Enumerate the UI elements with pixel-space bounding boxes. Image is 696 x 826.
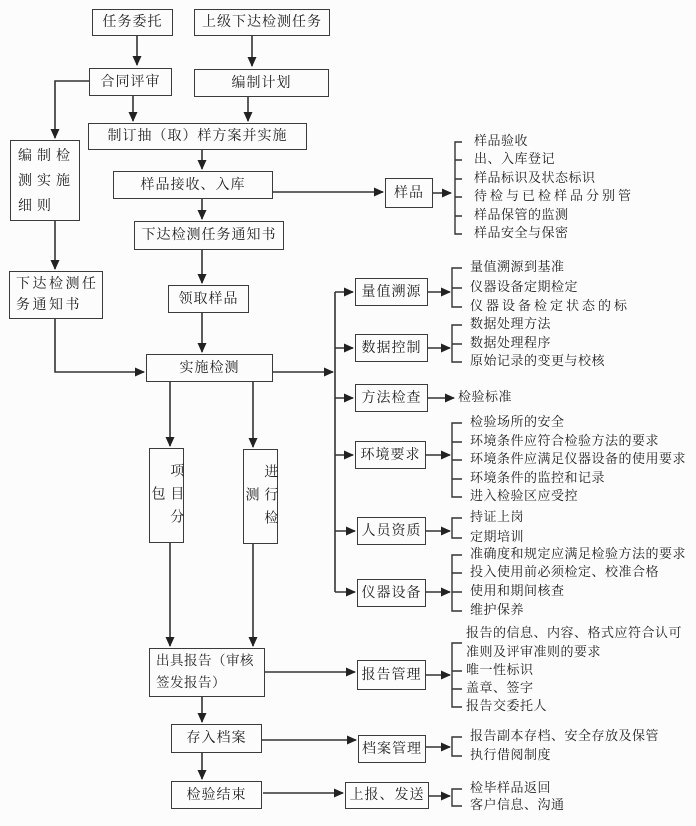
leaf-item: 执行借阅制度: [470, 748, 552, 763]
node-project-subcontracting: 项目分包: [149, 448, 184, 543]
node-instrument-equipment: 仪器设备: [357, 579, 426, 607]
leaf-item: 报告的信息、内容、格式应符合认可准则及评审准则的要求: [466, 626, 683, 660]
leaf-item: 待检与已检样品分别管: [474, 189, 635, 204]
node-sample: 样品: [385, 178, 433, 208]
leaf-item: 定期培训: [470, 530, 525, 545]
leaf-item: 数据处理程序: [470, 336, 552, 351]
leaf-item: 使用和期间核查: [470, 584, 565, 599]
leaf-item: 客户信息、沟通: [470, 798, 565, 813]
node-implement-testing: 实施检测: [146, 354, 273, 382]
leaf-item: 持证上岗: [470, 510, 525, 525]
node-conduct-testing: 进行检测: [243, 449, 278, 544]
leaf-item: 环境条件的监控和记录: [470, 471, 606, 486]
node-issue-report: 出具报告（审核签发报告）: [149, 648, 265, 697]
leaf-item: 样品验收: [474, 134, 529, 149]
leaf-item: 环境条件应符合检验方法的要求: [470, 434, 660, 449]
leaf-item: 仪器设备检定状态的标: [470, 299, 631, 314]
leaf-item: 样品安全与保密: [474, 226, 569, 241]
leaf-item: 原始记录的变更与校核: [470, 354, 606, 369]
leaf-item: 盖章、签字: [466, 681, 534, 696]
node-receive-sample: 领取样品: [168, 285, 249, 313]
leaf-item: 投入使用前必须检定、校准合格: [470, 565, 660, 580]
node-archive-management: 档案管理: [358, 735, 426, 763]
node-contract-review: 合同评审: [89, 68, 172, 96]
node-sample-receipt: 样品接收、入库: [113, 171, 273, 199]
leaf-item: 准确度和规定应满足检验方法的要求: [470, 547, 687, 562]
node-value-traceability: 量值溯源: [355, 278, 428, 306]
leaf-item: 唯一性标识: [466, 663, 534, 678]
node-task-commission: 任务委托: [92, 9, 173, 36]
leaf-item: 样品保管的监测: [474, 208, 569, 223]
leaf-item: 进入检验区应受控: [470, 489, 579, 504]
node-task-notice-main: 下达检测任务通知书: [134, 221, 284, 250]
node-sampling-plan: 制订抽（取）样方案并实施: [88, 123, 307, 150]
leaf-item: 仪器设备定期检定: [470, 280, 579, 295]
node-personnel-qualification: 人员资质: [357, 517, 426, 545]
leaf-item: 量值溯源到基准: [470, 260, 565, 275]
leaf-item: 出、入库登记: [474, 152, 556, 167]
leaf-item: 数据处理方法: [470, 317, 552, 332]
leaf-item: 报告交委托人: [466, 699, 548, 714]
node-data-control: 数据控制: [355, 334, 428, 362]
leaf-item: 检验场所的安全: [470, 415, 565, 430]
branch-brackets: [452, 142, 462, 806]
node-implementation-rules: 编制检测实施细则: [10, 140, 80, 221]
node-archive-storage: 存入档案: [171, 724, 262, 753]
leaf-item: 环境条件应满足仪器设备的使用要求: [470, 452, 687, 467]
node-task-notice-left: 下达检测任务通知书: [9, 271, 103, 319]
node-plan-preparation: 编制计划: [194, 69, 329, 97]
node-report-dispatch: 上报、发送: [345, 782, 429, 809]
leaf-item: 报告副本存档、安全存放及保管: [470, 729, 660, 744]
node-method-check: 方法检查: [355, 384, 428, 412]
leaf-item: 样品标识及状态标识: [474, 171, 596, 186]
node-report-management: 报告管理: [357, 660, 426, 690]
node-inspection-end: 检验结束: [171, 781, 262, 809]
leaf-item: 维护保养: [470, 603, 525, 618]
node-superior-task: 上级下达检测任务: [194, 9, 330, 36]
leaf-item: 检毕样品返回: [470, 781, 552, 796]
leaf-item: 检验标准: [458, 390, 513, 405]
node-environment-requirements: 环境要求: [355, 441, 426, 469]
